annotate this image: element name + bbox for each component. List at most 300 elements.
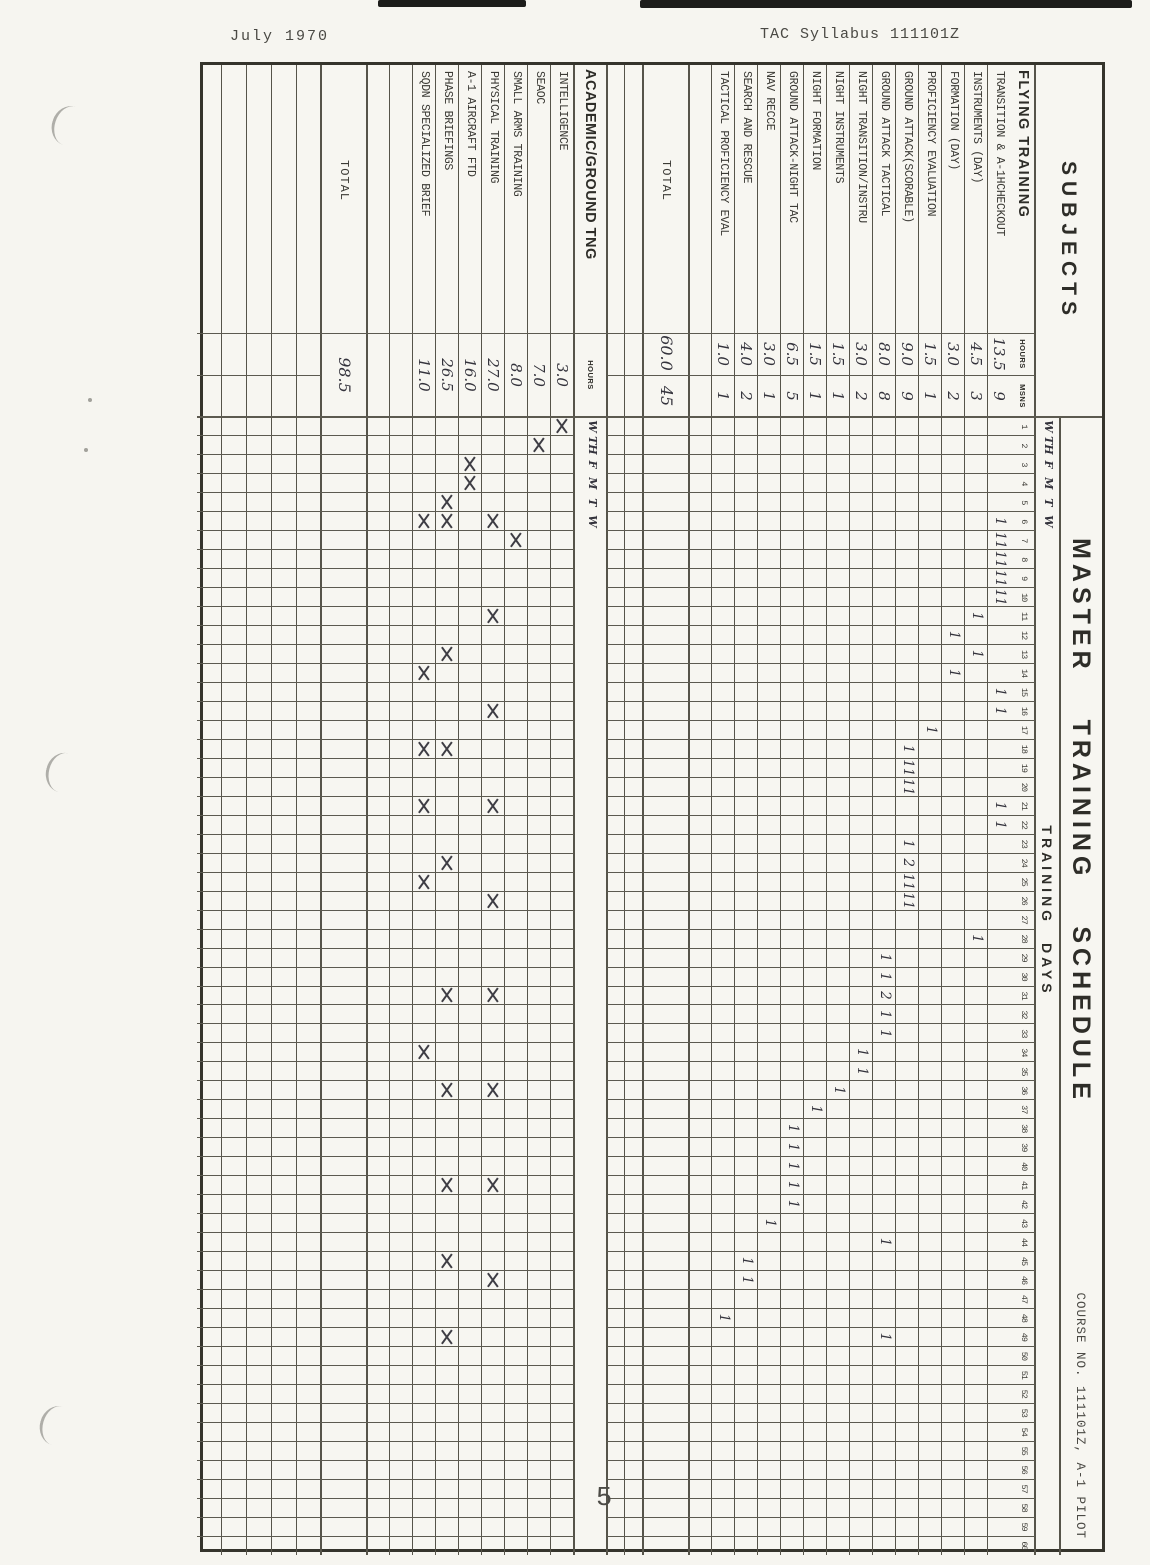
- grid-line-v: [197, 625, 574, 626]
- day-number: 60: [1019, 1541, 1029, 1550]
- day-number: 49: [1019, 1332, 1029, 1341]
- grid-line-v: [607, 796, 1035, 797]
- grid-line-v: [607, 1175, 1035, 1176]
- subject-label: FORMATION (DAY): [947, 71, 960, 171]
- day-number: 15: [1019, 687, 1029, 697]
- missions-value: 2: [852, 391, 870, 401]
- subject-label: SEAOC: [533, 71, 546, 105]
- grid-line-v: [607, 1137, 1035, 1138]
- grid-line-h: [271, 65, 272, 1555]
- grid-line-v: [607, 435, 1035, 436]
- day-number: 13: [1019, 649, 1029, 659]
- grid-line-v: [197, 1517, 574, 1518]
- grid-line-v: [607, 530, 1035, 531]
- x-mark: [556, 418, 570, 435]
- grid-line-v: [197, 1365, 574, 1366]
- missions-value: 1: [829, 391, 847, 401]
- grid-line-v: [197, 1137, 574, 1138]
- subject-label: GROUND ATTACK TACTICAL: [878, 71, 891, 217]
- grid-line-v: [197, 1270, 574, 1271]
- hours-column-header: HOURS: [1018, 339, 1028, 369]
- day-number: 51: [1019, 1370, 1029, 1379]
- hours-value: 3.0: [944, 342, 962, 366]
- mission-tick: 11: [992, 550, 1009, 568]
- x-mark: [487, 1272, 501, 1289]
- day-number: 44: [1019, 1237, 1029, 1247]
- grid-line-v: [607, 815, 1035, 816]
- grid-line-h: [758, 65, 759, 1555]
- grid-line-v: [197, 1023, 574, 1024]
- page-curl-mark: [42, 749, 80, 795]
- missions-value: 1: [714, 391, 732, 401]
- x-mark: [418, 513, 432, 530]
- grid-line-v: [197, 1099, 574, 1100]
- grid-line-h: [735, 65, 736, 1555]
- grid-line-v: [197, 1042, 574, 1043]
- subjects-header: SUBJECTS: [1057, 160, 1081, 322]
- grid-line-h: [413, 65, 414, 1555]
- mission-tick: 1: [785, 1161, 802, 1171]
- grid-line-v: [607, 1270, 1035, 1271]
- day-number: 46: [1019, 1275, 1029, 1285]
- day-number: 17: [1019, 725, 1029, 735]
- grid-line-v: [607, 777, 1035, 778]
- grid-line-v: [197, 549, 574, 550]
- grid-line-v: [607, 720, 1035, 721]
- grid-line-v: [607, 1346, 1035, 1347]
- grid-line-v: [607, 1232, 1035, 1233]
- day-of-week-note: TH: [1042, 436, 1055, 455]
- hours-value: 16.0: [461, 358, 479, 392]
- day-number: 14: [1019, 668, 1029, 678]
- grid-line-h: [919, 65, 920, 1555]
- day-number: 50: [1019, 1351, 1029, 1360]
- grid-line-v: [607, 758, 1035, 759]
- x-mark: [487, 1082, 501, 1099]
- syllabus-label: TAC Syllabus 111101Z: [760, 26, 961, 43]
- day-number: 3: [1019, 462, 1029, 467]
- day-number: 35: [1019, 1067, 1029, 1076]
- day-of-week-note: F: [1042, 460, 1055, 469]
- day-number: 1: [1019, 424, 1029, 429]
- mission-tick: 1: [739, 1275, 756, 1285]
- day-number: 24: [1019, 858, 1029, 867]
- grid-line-h: [320, 65, 322, 1555]
- grid-line-v: [607, 511, 1035, 512]
- academic-hours-header: HOURS: [586, 360, 595, 390]
- day-number: 4: [1019, 481, 1029, 486]
- grid-line-v: [197, 1194, 574, 1195]
- subject-label: INTELLIGENCE: [556, 71, 569, 151]
- day-number: 53: [1019, 1408, 1029, 1417]
- grid-line-v: [607, 1517, 1035, 1518]
- day-number: 31: [1019, 991, 1029, 1000]
- day-number: 18: [1019, 744, 1029, 753]
- x-mark: [487, 703, 501, 720]
- day-of-week-note: W: [586, 515, 599, 528]
- subject-label: PROFICIENCY EVALUATION: [924, 71, 937, 217]
- mission-tick: 1: [992, 820, 1009, 830]
- subject-label: SEARCH AND RESCUE: [740, 71, 753, 184]
- mission-tick: 11: [992, 569, 1009, 587]
- day-number: 5: [1019, 500, 1029, 505]
- grid-line-v: [197, 1403, 574, 1404]
- grid-line-v: [197, 834, 574, 835]
- grid-line-v: [607, 473, 1035, 474]
- grid-line-h: [296, 65, 297, 1555]
- mission-tick: 1: [877, 1237, 894, 1247]
- hours-value: 3.0: [852, 342, 870, 366]
- day-number: 42: [1019, 1200, 1029, 1209]
- grid-line-h: [436, 65, 437, 1555]
- subject-label: GROUND ATTACK(SCORABLE): [901, 71, 914, 223]
- grid-line-v: [197, 587, 574, 588]
- grid-line-v: [607, 739, 1035, 740]
- day-number: 32: [1019, 1010, 1029, 1019]
- page-curl-mark: [35, 1402, 74, 1448]
- mission-tick: 1: [877, 1332, 894, 1342]
- x-mark: [487, 987, 501, 1004]
- scan-artifact-bar: [378, 0, 526, 7]
- missions-value: 1: [806, 391, 824, 401]
- grid-line-v: [607, 1061, 1035, 1062]
- day-number: 28: [1019, 934, 1029, 943]
- day-of-week-note: F: [586, 460, 599, 469]
- academic-total-label: TOTAL: [337, 160, 351, 202]
- grid-line-h: [528, 65, 529, 1555]
- day-number: 33: [1019, 1029, 1029, 1038]
- grid-line-v: [197, 948, 574, 949]
- mission-tick: 11: [900, 892, 917, 910]
- day-of-week-note: W: [1042, 420, 1055, 433]
- grid-line-v: [197, 1175, 574, 1176]
- grid-line-v: [197, 1156, 574, 1157]
- grid-line-v: [197, 701, 574, 702]
- mission-tick: 1: [785, 1180, 802, 1190]
- grid-line-h: [873, 65, 874, 1555]
- grid-line-v: [197, 1422, 574, 1423]
- day-number: 38: [1019, 1124, 1029, 1133]
- day-number: 36: [1019, 1086, 1029, 1095]
- x-mark: [418, 1044, 432, 1061]
- subject-label: NIGHT TRANSITION/INSTRU: [855, 71, 868, 223]
- scan-artifact-bar: [640, 0, 1132, 8]
- grid-line-v: [197, 473, 574, 474]
- x-mark: [441, 513, 455, 530]
- day-number: 19: [1019, 763, 1029, 772]
- grid-line-h: [965, 65, 966, 1555]
- grid-line-v: [607, 1479, 1035, 1480]
- hours-value: 26.5: [438, 358, 456, 392]
- mission-tick: 11: [900, 759, 917, 777]
- day-number: 2: [1019, 443, 1029, 448]
- grid-line-v: [197, 492, 574, 493]
- grid-line-h: [606, 65, 608, 1555]
- mission-tick: 1: [831, 1086, 848, 1095]
- grid-line-v: [607, 1441, 1035, 1442]
- mission-tick: 1: [992, 706, 1009, 716]
- day-number: 29: [1019, 953, 1029, 962]
- day-number: 23: [1019, 839, 1029, 848]
- academic-section-label: ACADEMIC/GROUND TNG: [582, 69, 599, 260]
- scan-speck: [84, 448, 88, 452]
- x-mark: [418, 665, 432, 682]
- x-mark: [487, 608, 501, 625]
- missions-value: 9: [898, 391, 916, 401]
- grid-line-v: [197, 1061, 574, 1062]
- grid-line-v: [197, 1498, 574, 1499]
- grid-line-h: [688, 65, 690, 1555]
- day-number: 10: [1019, 593, 1029, 602]
- grid-line-h: [712, 65, 713, 1555]
- grid-line-v: [607, 1308, 1035, 1309]
- grid-line-h: [896, 65, 897, 1555]
- missions-value: 5: [783, 391, 801, 401]
- mission-tick: 1: [854, 1067, 871, 1076]
- mission-tick: 1: [877, 953, 894, 962]
- subject-label: A-1 AIRCRAFT FTD: [464, 71, 477, 177]
- subject-label: TACTICAL PROFICIENCY EVAL: [717, 71, 730, 237]
- day-number: 56: [1019, 1465, 1029, 1474]
- grid-line-v: [197, 967, 574, 968]
- mission-tick: 11: [900, 873, 917, 891]
- mission-tick: 2: [900, 858, 917, 867]
- grid-line-v: [607, 492, 1035, 493]
- subject-label: TRANSITION & A-1HCHECKOUT: [993, 71, 1006, 237]
- grid-line-v: [197, 1384, 574, 1385]
- x-mark: [487, 892, 501, 909]
- hours-value: 1.5: [829, 342, 847, 366]
- x-mark: [441, 1082, 455, 1099]
- missions-value: 8: [875, 391, 893, 401]
- mission-tick: 1: [992, 517, 1009, 526]
- rotated-table-container: [200, 62, 1105, 1552]
- mission-tick: 1: [923, 725, 940, 735]
- mission-tick: 1: [946, 668, 963, 678]
- grid-line-h: [942, 65, 943, 1555]
- day-number: 55: [1019, 1446, 1029, 1455]
- hours-value: 9.0: [898, 342, 916, 366]
- day-number: 41: [1019, 1181, 1029, 1190]
- hours-value: 4.5: [967, 342, 985, 366]
- grid-line-v: [197, 1441, 574, 1442]
- day-number: 40: [1019, 1162, 1029, 1171]
- day-number: 48: [1019, 1313, 1029, 1322]
- hours-value: 7.0: [530, 363, 548, 387]
- grid-line-h: [827, 65, 828, 1555]
- master-training-schedule-table: [200, 62, 1105, 1552]
- mission-tick: 1: [877, 1010, 894, 1019]
- grid-line-v: [197, 815, 574, 816]
- mission-tick: 1: [969, 934, 986, 943]
- x-mark: [441, 740, 455, 757]
- hours-value: 3.0: [553, 363, 571, 387]
- x-mark: [441, 646, 455, 663]
- grid-line-h: [781, 65, 782, 1555]
- grid-line-v: [197, 568, 574, 569]
- hours-value: 8.0: [507, 363, 525, 387]
- day-number: 12: [1019, 631, 1029, 640]
- grid-line-v: [197, 1118, 574, 1119]
- x-mark: [487, 1177, 501, 1194]
- day-of-week-note: W: [1042, 515, 1055, 528]
- grid-line-v: [607, 1042, 1035, 1043]
- grid-line-v: [607, 701, 1035, 702]
- day-number: 16: [1019, 706, 1029, 716]
- mission-tick: 1: [785, 1123, 802, 1133]
- subject-label: SMALL ARMS TRAINING: [510, 71, 523, 197]
- day-number: 37: [1019, 1105, 1029, 1114]
- grid-line-v: [197, 853, 574, 854]
- grid-line-h: [505, 65, 506, 1555]
- day-number: 25: [1019, 877, 1029, 886]
- grid-line-h: [1034, 65, 1036, 1555]
- x-mark: [464, 475, 478, 492]
- subject-label: NIGHT FORMATION: [809, 71, 822, 171]
- grid-line-h: [642, 65, 644, 1555]
- course-number-label: COURSE NO. 111101Z, A-1 PILOT: [1073, 1292, 1087, 1539]
- mission-tick: 11: [992, 588, 1009, 606]
- grid-line-v: [607, 1422, 1035, 1423]
- grid-line-v: [197, 606, 574, 607]
- page-curl-mark: [47, 101, 87, 148]
- x-mark: [441, 987, 455, 1004]
- mission-tick: 1: [877, 972, 894, 981]
- grid-line-v: [197, 1213, 574, 1214]
- training-days-header: TRAINING DAYS: [1039, 825, 1056, 997]
- subject-label: INSTRUMENTS (DAY): [970, 71, 983, 184]
- grid-line-v: [607, 1213, 1035, 1214]
- grid-line-v: [607, 549, 1035, 550]
- day-number: 59: [1019, 1522, 1029, 1531]
- mission-tick: 1: [762, 1218, 779, 1228]
- grid-line-v: [607, 1498, 1035, 1499]
- subject-label: PHASE BRIEFINGS: [441, 71, 454, 171]
- grid-line-v: [197, 644, 574, 645]
- x-mark: [418, 873, 432, 890]
- grid-line-v: [197, 1251, 574, 1252]
- day-number: 43: [1019, 1218, 1029, 1228]
- day-number: 9: [1019, 576, 1029, 581]
- grid-line-v: [197, 891, 574, 892]
- grid-line-v: [197, 682, 574, 683]
- x-mark: [441, 854, 455, 871]
- grid-line-v: [197, 739, 574, 740]
- subject-label: NIGHT INSTRUMENTS: [832, 71, 845, 184]
- grid-line-v: [607, 1384, 1035, 1385]
- grid-line-v: [197, 1536, 574, 1537]
- mission-tick: 1: [992, 801, 1009, 811]
- x-mark: [418, 797, 432, 814]
- grid-line-v: [607, 1194, 1035, 1195]
- day-of-week-note: M: [586, 477, 599, 490]
- grid-line-v: [197, 1004, 574, 1005]
- grid-line-h: [988, 65, 989, 1555]
- grid-line-h: [625, 65, 626, 1555]
- mission-tick: 1: [969, 649, 986, 659]
- grid-line-v: [197, 1289, 574, 1290]
- grid-line-v: [197, 1479, 574, 1480]
- x-mark: [510, 532, 524, 549]
- day-of-week-note: M: [1042, 477, 1055, 490]
- grid-line-h: [482, 65, 483, 1555]
- day-number: 11: [1019, 612, 1029, 621]
- day-number: 39: [1019, 1143, 1029, 1152]
- grid-line-v: [607, 682, 1035, 683]
- x-mark: [441, 1177, 455, 1194]
- mission-tick: 11: [992, 531, 1009, 549]
- mission-tick: 1: [946, 630, 963, 640]
- day-number: 30: [1019, 972, 1029, 981]
- date-label: July 1970: [230, 28, 330, 45]
- hours-value: 3.0: [760, 342, 778, 366]
- day-number: 27: [1019, 915, 1029, 924]
- missions-value: 2: [944, 391, 962, 401]
- missions-value: 2: [737, 391, 755, 401]
- hours-value: 4.0: [737, 342, 755, 366]
- grid-line-v: [197, 986, 574, 987]
- day-of-week-note: W: [586, 420, 599, 433]
- day-number: 47: [1019, 1294, 1029, 1304]
- grid-line-v: [607, 454, 1035, 455]
- hours-value: 1.5: [806, 342, 824, 366]
- grid-line-v: [607, 872, 1035, 873]
- x-mark: [441, 494, 455, 511]
- subject-label: GROUND ATTACK-NIGHT TAC: [786, 71, 799, 223]
- flying-total-hours: 60.0: [657, 335, 676, 371]
- day-of-week-note: TH: [586, 436, 599, 455]
- flying-total-missions: 45: [657, 385, 676, 407]
- grid-line-h: [804, 65, 805, 1555]
- hours-value: 1.0: [714, 342, 732, 366]
- mission-tick: 1: [739, 1256, 756, 1266]
- day-of-week-note: T: [1042, 498, 1055, 507]
- grid-line-h: [459, 65, 460, 1555]
- missions-value: 9: [990, 391, 1008, 401]
- x-mark: [464, 456, 478, 473]
- grid-line-h: [573, 65, 575, 1555]
- subject-label: PHYSICAL TRAINING: [487, 71, 500, 184]
- grid-line-h: [246, 65, 247, 1555]
- day-number: 58: [1019, 1503, 1029, 1512]
- grid-line-v: [197, 796, 574, 797]
- missions-value: 1: [760, 391, 778, 401]
- x-mark: [441, 1328, 455, 1345]
- mission-tick: 11: [900, 778, 917, 796]
- day-number: 22: [1019, 820, 1029, 829]
- day-number: 7: [1019, 538, 1029, 543]
- grid-line-v: [607, 834, 1035, 835]
- grid-line-v: [197, 758, 574, 759]
- day-number: 6: [1019, 519, 1029, 524]
- grid-line-v: [607, 1460, 1035, 1461]
- grid-line-v: [197, 777, 574, 778]
- grid-line-v: [607, 986, 1035, 987]
- grid-line-v: [607, 910, 1035, 911]
- grid-line-v: [197, 872, 574, 873]
- grid-line-v: [607, 891, 1035, 892]
- hours-value: 1.5: [921, 342, 939, 366]
- hours-value: 6.5: [783, 342, 801, 366]
- subject-label: NAV RECCE: [763, 71, 776, 131]
- missions-value: 3: [967, 391, 985, 401]
- grid-line-h: [850, 65, 851, 1555]
- day-number: 52: [1019, 1389, 1029, 1398]
- day-of-week-note: T: [586, 498, 599, 507]
- mission-tick: 1: [900, 744, 917, 754]
- grid-line-v: [607, 853, 1035, 854]
- mission-tick: 1: [785, 1199, 802, 1209]
